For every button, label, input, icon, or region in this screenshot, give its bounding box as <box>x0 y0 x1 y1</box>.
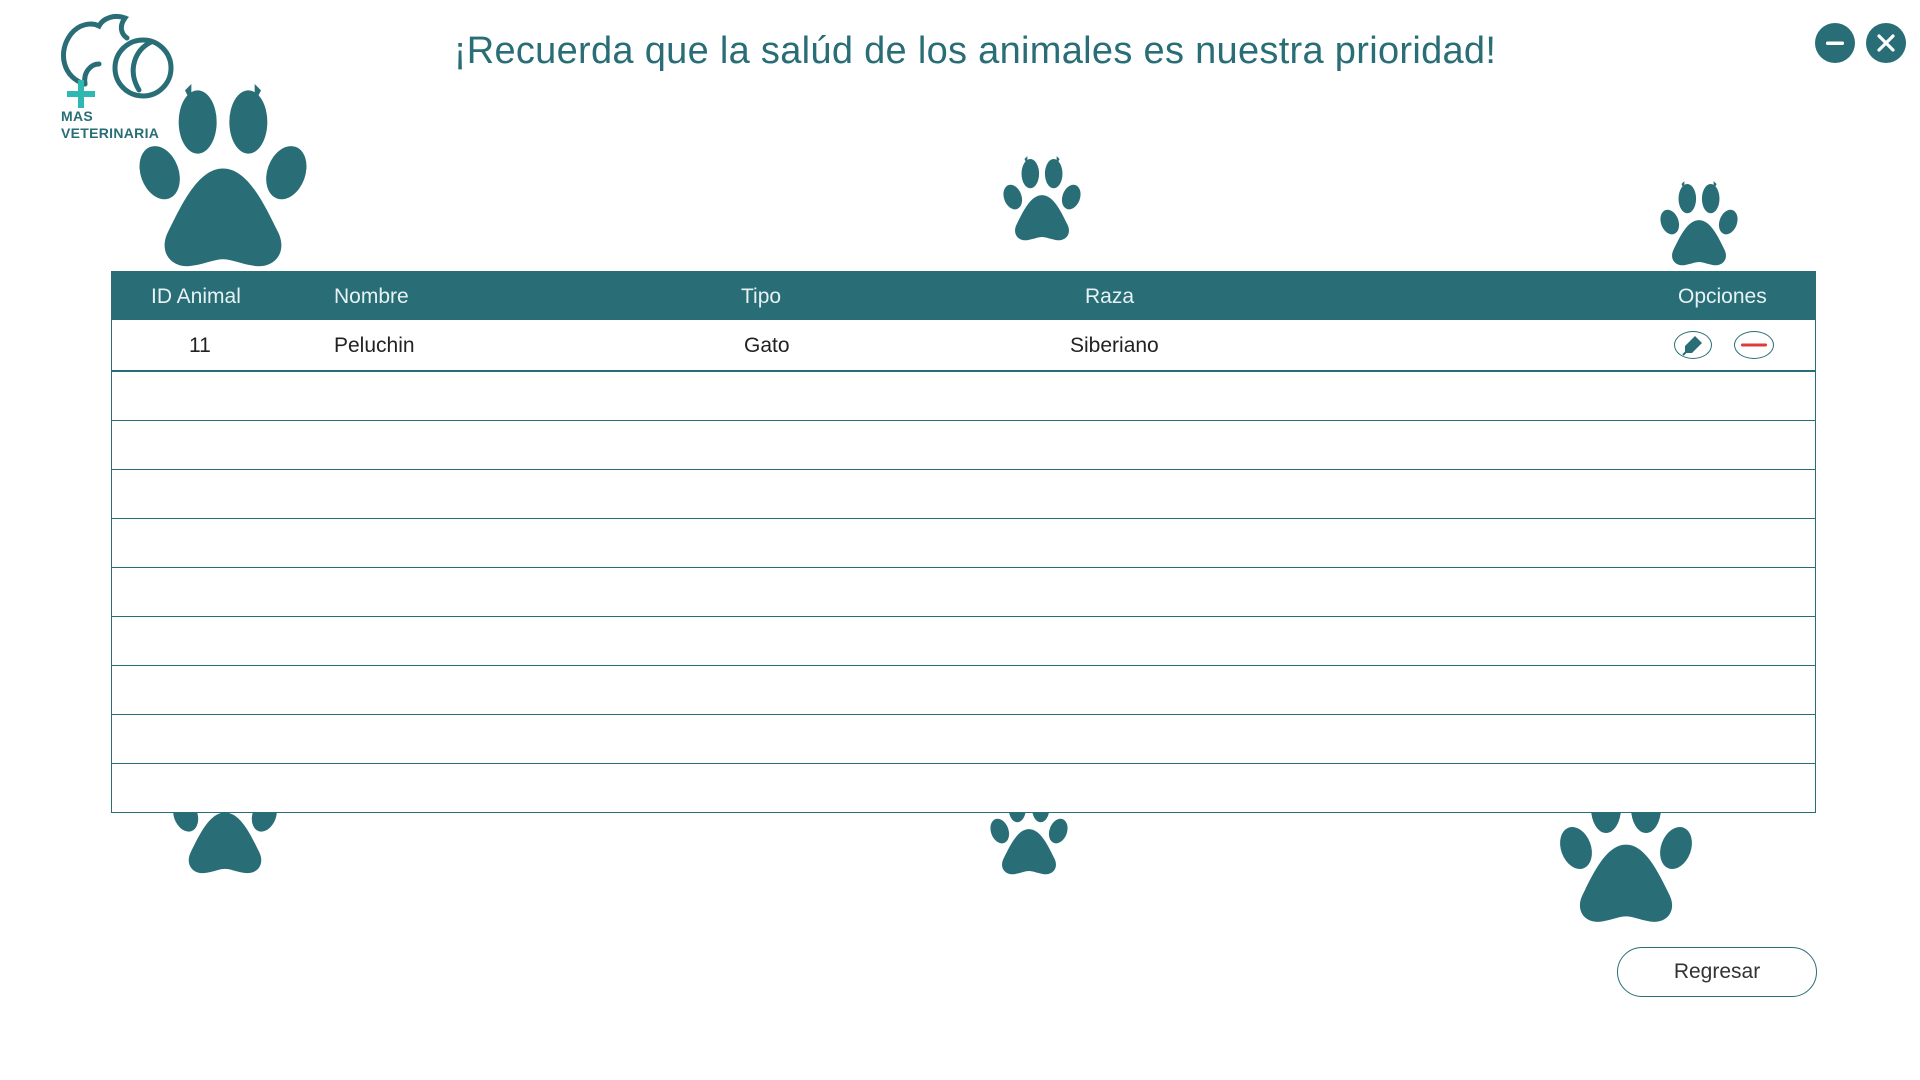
close-button[interactable] <box>1866 23 1906 63</box>
column-header-tipo: Tipo <box>741 285 782 308</box>
empty-row <box>112 666 1815 715</box>
cell-nombre: Peluchin <box>334 334 415 357</box>
empty-row <box>112 568 1815 617</box>
remove-icon <box>1741 340 1767 350</box>
empty-row <box>112 421 1815 470</box>
column-header-opciones: Opciones <box>1678 285 1767 308</box>
brand-name: MAS VETERINARIA <box>61 108 160 141</box>
minus-icon <box>1824 32 1846 54</box>
minimize-button[interactable] <box>1815 23 1855 63</box>
paw-decoration-top-center <box>1003 155 1081 245</box>
column-header-raza: Raza <box>1085 285 1135 308</box>
empty-row <box>112 470 1815 519</box>
table-header <box>112 272 1815 320</box>
edit-icon <box>1681 334 1705 356</box>
page-title: ¡Recuerda que la salúd de los animales es nuestra prioridad! <box>453 30 1497 72</box>
back-button[interactable]: Regresar <box>1617 947 1817 997</box>
remove-button[interactable] <box>1734 331 1774 359</box>
cell-id: 11 <box>189 334 211 357</box>
cell-tipo: Gato <box>744 334 790 357</box>
empty-row <box>112 519 1815 568</box>
empty-row <box>112 617 1815 666</box>
close-icon <box>1875 32 1897 54</box>
paw-decoration-top-right <box>1660 180 1738 270</box>
animals-table <box>111 271 1816 813</box>
column-header-id: ID Animal <box>151 285 241 308</box>
empty-row <box>112 372 1815 421</box>
edit-button[interactable] <box>1674 331 1712 359</box>
table-row[interactable] <box>112 320 1815 372</box>
cell-raza: Siberiano <box>1070 334 1159 357</box>
empty-row <box>112 764 1815 813</box>
empty-row <box>112 715 1815 764</box>
column-header-nombre: Nombre <box>334 285 409 308</box>
